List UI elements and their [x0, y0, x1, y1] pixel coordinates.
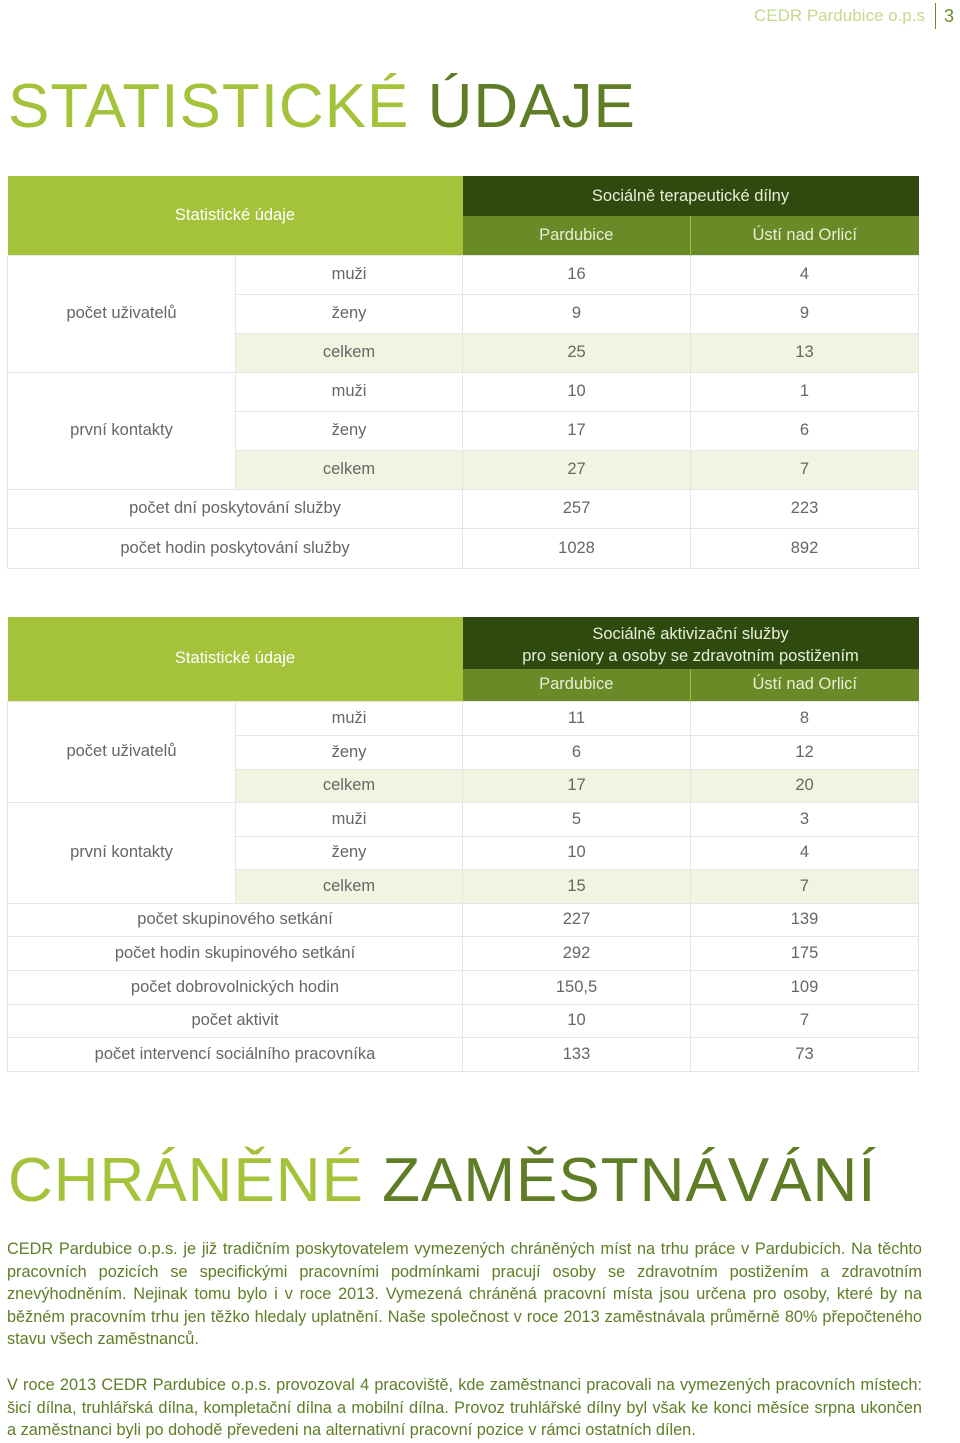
title-part-dark: ÚDAJE — [427, 72, 636, 141]
row-sub-label: celkem — [236, 333, 463, 372]
row-label: počet hodin poskytování služby — [8, 528, 463, 568]
row-sub-label: celkem — [236, 450, 463, 489]
table-cell: 892 — [691, 528, 919, 568]
page-number: 3 — [943, 5, 954, 26]
row-label: počet dní poskytování služby — [8, 489, 463, 528]
table-cell: 4 — [691, 836, 919, 869]
row-sub-label: ženy — [236, 411, 463, 450]
col-header: Pardubice — [463, 669, 691, 701]
table-cell: 1 — [691, 372, 919, 411]
table-cell: 20 — [691, 769, 919, 802]
row-sub-label: ženy — [236, 836, 463, 869]
stat-label: Statistické údaje — [8, 617, 463, 701]
title-part-dark: ZAMĚSTNÁVÁNÍ — [382, 1146, 877, 1215]
table-cell: 25 — [463, 333, 691, 372]
table-cell: 12 — [691, 735, 919, 769]
table-cell: 9 — [463, 294, 691, 333]
table-cell: 13 — [691, 333, 919, 372]
header-org: CEDR Pardubice o.p.s — [753, 6, 925, 25]
row-sub-label: muži — [236, 255, 463, 294]
table-cell: 133 — [463, 1037, 691, 1071]
group-header — [463, 617, 919, 669]
table-cell: 11 — [463, 701, 691, 735]
table-cell: 27 — [463, 450, 691, 489]
row-group-label: počet uživatelů — [8, 701, 236, 802]
table-cell: 7 — [691, 869, 919, 903]
table-cell: 109 — [691, 970, 919, 1004]
table-cell: 7 — [691, 450, 919, 489]
table-cell: 10 — [463, 836, 691, 869]
title-part-light: STATISTICKÉ — [8, 72, 428, 141]
row-group-label: první kontakty — [8, 802, 236, 903]
page-header — [754, 4, 960, 28]
table-cell: 3 — [691, 802, 919, 836]
table-cell: 10 — [463, 372, 691, 411]
paragraph: V roce 2013 CEDR Pardubice o.p.s. provozoval 4 pracoviště, kde zaměstnanci pracovali na vymezených pracovních místech: šicí dílna, truhlářská dílna, kompletační dílna a mobilní dílna. Provoz truhlářské dílny byl však ke konci měsíce srpna ukončen a zaměstnanci byli po dohodě převedeni na alternativní pracovní pozice v rámci ostatních dílen. — [7, 1376, 922, 1440]
table-cell: 15 — [463, 869, 691, 903]
table-cell: 5 — [463, 802, 691, 836]
table-cell: 139 — [691, 903, 919, 936]
col-header: Ústí nad Orlicí — [691, 216, 919, 255]
row-label: počet aktivit — [8, 1004, 463, 1037]
row-sub-label: muži — [236, 701, 463, 735]
table-cell: 4 — [691, 255, 919, 294]
table-cell: 7 — [691, 1004, 919, 1037]
table-cell: 227 — [463, 903, 691, 936]
section-title-sheltered-employment — [8, 1146, 877, 1215]
table-cell: 175 — [691, 936, 919, 970]
row-sub-label: celkem — [236, 769, 463, 802]
table-cell: 150,5 — [463, 970, 691, 1004]
paragraph: CEDR Pardubice o.p.s. je již tradičním poskytovatelem vymezených chráněných míst na trhu práce v Pardubicích. Na těchto pracovních pozicích se specifickými pracovními podmínkami pracují osoby se zdravotním postižením a zdravotním znevýhodněním. Nejinak tomu bylo i v roce 2013. Vymezená chráněná pracovní místa jsou určena pro osoby, které by na běžném pracovním trhu jen těžko hledaly uplatnění. Naše společnost v roce 2013 zaměstnávala průměrně 80% přepočteného stavu všech zaměstnanců. — [7, 1240, 922, 1349]
table-cell: 6 — [463, 735, 691, 769]
table-cell: 1028 — [463, 528, 691, 568]
row-group-label: první kontakty — [8, 372, 236, 489]
row-label: počet skupinového setkání — [8, 903, 463, 936]
stat-label: Statistické údaje — [8, 176, 463, 255]
table-social-activation — [7, 617, 919, 1072]
table-cell: 223 — [691, 489, 919, 528]
table-cell: 16 — [463, 255, 691, 294]
row-label: počet intervencí sociálního pracovníka — [8, 1037, 463, 1071]
table-cell: 257 — [463, 489, 691, 528]
group-header-line1: Sociálně aktivizační služby — [592, 625, 789, 643]
table-cell: 9 — [691, 294, 919, 333]
group-header: Sociálně terapeutické dílny — [463, 176, 919, 216]
col-header: Pardubice — [463, 216, 691, 255]
row-label: počet dobrovolnických hodin — [8, 970, 463, 1004]
table-social-therapeutic — [7, 176, 919, 569]
section-title-statistics — [8, 72, 636, 141]
table-cell: 17 — [463, 411, 691, 450]
row-sub-label: muži — [236, 372, 463, 411]
table-cell: 73 — [691, 1037, 919, 1071]
table-cell: 292 — [463, 936, 691, 970]
group-header-line2: pro seniory a osoby se zdravotním postižením — [522, 647, 859, 665]
table-cell: 6 — [691, 411, 919, 450]
row-sub-label: ženy — [236, 735, 463, 769]
table-cell: 17 — [463, 769, 691, 802]
row-sub-label: celkem — [236, 869, 463, 903]
row-sub-label: muži — [236, 802, 463, 836]
row-sub-label: ženy — [236, 294, 463, 333]
table-cell: 10 — [463, 1004, 691, 1037]
row-group-label: počet uživatelů — [8, 255, 236, 372]
title-part-light: CHRÁNĚNÉ — [8, 1146, 383, 1215]
col-header: Ústí nad Orlicí — [691, 669, 919, 701]
row-label: počet hodin skupinového setkání — [8, 936, 463, 970]
table-cell: 8 — [691, 701, 919, 735]
